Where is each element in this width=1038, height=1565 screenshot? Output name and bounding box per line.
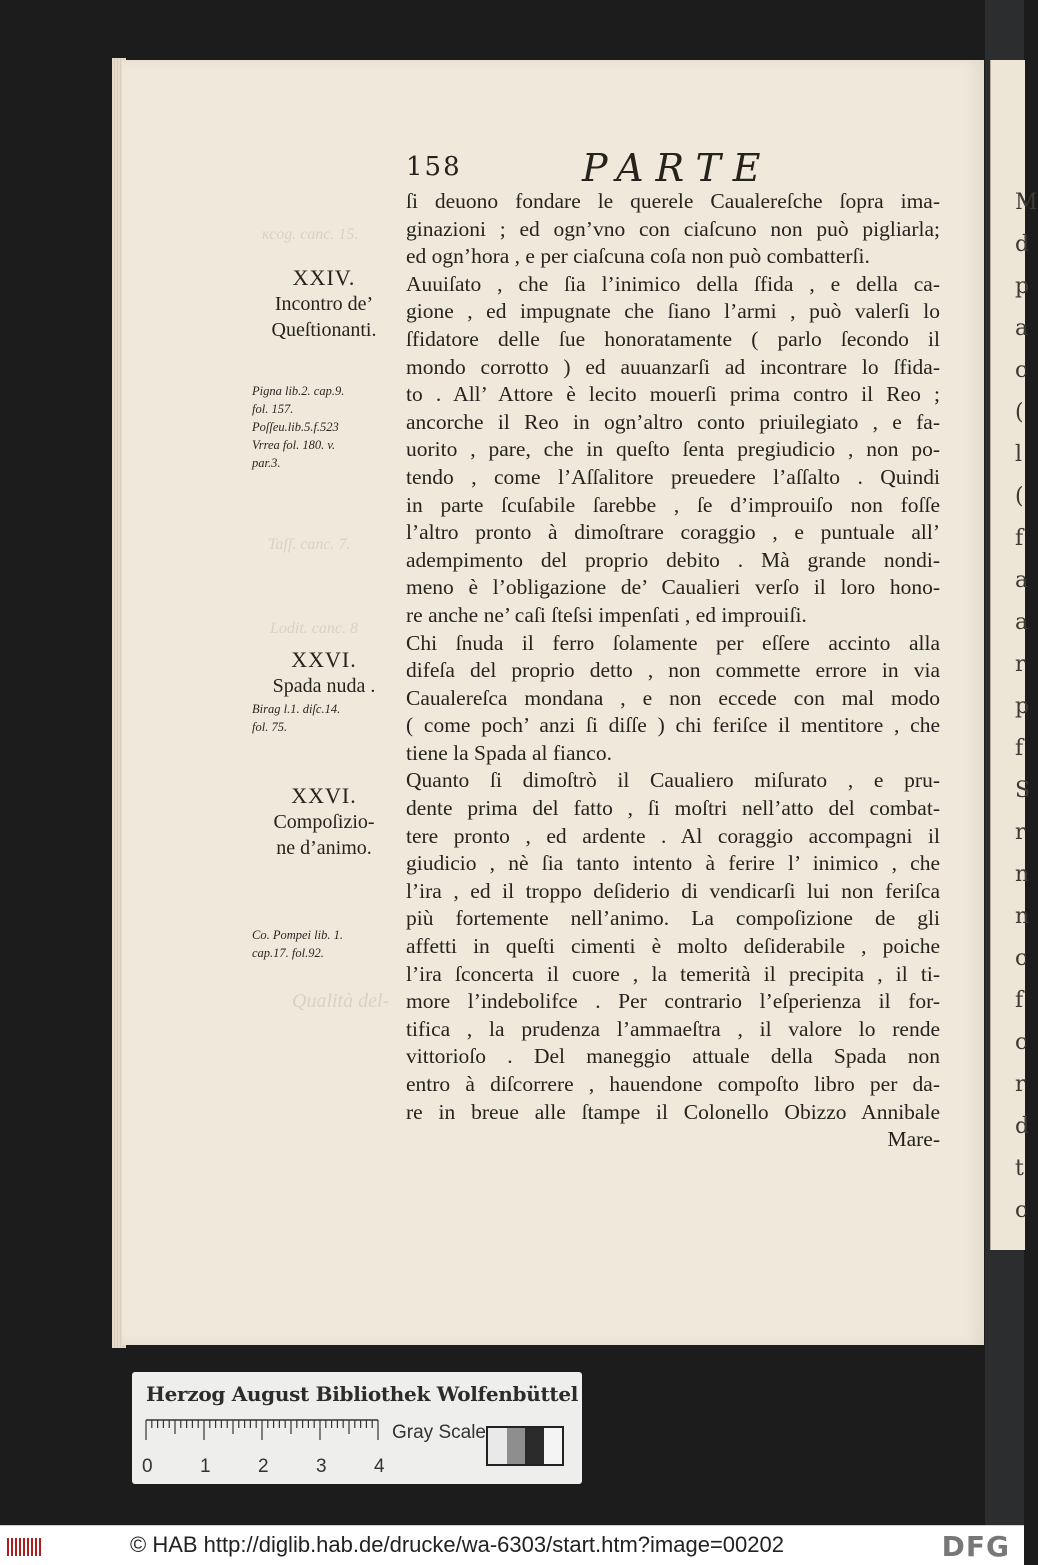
text-line: vittorioſo . Del maneggio attuale della Spada non [406,1044,940,1069]
gray-patch-mid [507,1428,526,1464]
text-line: tifica , la prudenza l’ammaeſtra , il valore lo rende [406,1016,940,1041]
citation-line: Birag l.1. diſc.14. [252,702,341,716]
facing-page-letter: r [1015,652,1026,677]
facing-page-letter: c [1015,1198,1028,1223]
citation-line: Co. Pompei lib. 1. [252,928,343,942]
text-line: entro à diſcorrere , hauendone compoſto libro per da- [406,1072,940,1096]
dfg-logo: DFG [941,1530,1010,1563]
text-line: to . All’ Attore è lecito mouerſi prima contro il Reo ; [406,382,940,407]
library-name: Herzog August Bibliothek Wolfenbüttel [146,1382,579,1406]
text-line: ancorche il Reo in ogn’altro conto priuilegiato , e fa- [406,409,940,434]
text-line: Quanto ſi dimoſtrò il Caualiero miſurato , e pru- [406,768,940,793]
facing-page-letter: c [1015,358,1028,383]
margin-note-xxiv [244,264,404,343]
facing-page-letter: d [1015,1114,1030,1139]
show-through-text: Lodit. canc. 8 [270,620,358,637]
main-text-column [406,188,940,1154]
gray-patch-white [544,1428,563,1464]
facing-page-letter: r [1015,820,1026,845]
citation-line: Pigna lib.2. cap.9. [252,384,345,398]
text-line: in parte ſcuſabile ſarebbe , ſe d’improuiſo non foſſe [406,492,940,517]
citation-line: cap.17. fol.92. [252,946,324,960]
text-line: uorito , pare, che in queſto ſenta pregiudicio , non po- [406,437,940,462]
margin-citation [252,700,408,736]
text-line: l’ira , ed il troppo deſiderio di vendicarſi lui non feriſca [406,878,940,903]
gray-scale-patches [486,1426,564,1466]
facing-page-letter: t [1015,1156,1024,1181]
text-line: more l’indebolifce . Per contrario l’eſperienza il for- [406,989,940,1014]
page-number: 158 [406,152,462,182]
facing-page-letter: ( [1015,484,1024,509]
text-line: dente prima del fatto , ſi moſtri nell’atto del combat- [406,796,940,821]
margin-note-caption: Incontro de’ [274,293,374,315]
copyright-url[interactable]: © HAB http://diglib.hab.de/drucke/wa-6303/start.htm?image=00202 [130,1532,784,1557]
citation-line: Vrrea fol. 180. v. [252,438,336,452]
ruler-number: 3 [316,1456,327,1477]
margin-note-number: XXVI. [291,783,357,808]
text-line: l’altro pronto à dimoſtrare coraggio , e puntuale all’ [406,520,940,545]
margin-note-caption: Compoſizio- [273,811,375,833]
facing-page [990,60,1038,1250]
text-line: ſi deuono fondare le querele Caualereſche ſopra ima- [406,189,940,213]
facing-page-letter: p [1015,694,1030,719]
ruler-scale [142,1418,382,1458]
facing-page-letter: a [1015,568,1029,593]
show-through-text: ĸcog. canc. 15. [262,226,359,243]
margin-note-caption: Spada nuda . [272,675,376,697]
ruler-number: 0 [142,1456,153,1477]
citation-line: fol. 75. [252,720,288,734]
text-line: tiene la Spada al fianco. [406,740,612,765]
text-line: tere pronto , ed ardente . Al coraggio accompagni il [406,823,940,848]
facing-page-letter: n [1015,904,1030,929]
text-line: re in breue alle ſtampe il Colonello Obizzo Annibale [406,1099,940,1124]
text-line: Caualereſca mondana , e non eccede con mal modo [406,685,940,710]
facing-page-letter: M [1015,190,1038,215]
viewer-footer [0,1525,1024,1565]
text-line: mondo corrotto ) ed auuanzarſi ad incontrare lo ſfida- [406,354,940,379]
margin-note-number: XXIV. [292,265,356,290]
margin-citation [252,382,408,472]
citation-line: par.3. [252,456,281,470]
facing-page-letter: p [1015,274,1030,299]
text-line: meno è l’obligazione de’ Caualieri verſo il loro hono- [406,575,940,600]
show-through-text: Taſſ. canc. 7. [268,536,351,553]
text-line: l’ira ſconcerta il cuore , la temerità il precipita , il ti- [406,961,940,986]
margin-note-xxvi-composizione [244,782,404,861]
text-line: adempimento del proprio debito . Mà grande nondi- [406,547,940,572]
facing-page-letter: d [1015,232,1030,257]
text-line: Auuiſato , che ſia l’inimico della ſfida , e della ca- [406,271,940,296]
margin-note-number: XXVI. [291,647,357,672]
text-line: Chi ſnuda il ferro ſolamente per eſſere accinto alla [406,630,940,655]
hab-logo-icon [6,1536,46,1558]
show-through-text: Qualità del- [292,990,390,1012]
citation-line: fol. 157. [252,402,294,416]
ruler-number: 2 [258,1456,269,1477]
gray-patch-light [488,1428,507,1464]
facing-page-letter: a [1015,316,1029,341]
facing-page-letter: c [1015,1030,1028,1055]
text-line: ſfidatore delle ſue honoratamente ( parlo ſecondo il [406,326,940,351]
text-line: giudicio , nè ſia tanto intento à ferire l’ inimico , che [406,851,940,876]
text-line: ( come poch’ anzi ſi diſſe ) chi feriſce il mentitore , che [406,713,940,738]
gray-scale-label: Gray Scale [392,1422,486,1443]
text-line: Mare- [887,1127,940,1152]
facing-page-letter: S [1015,778,1031,803]
margin-note-xxvi-spada [244,646,404,699]
citation-line: Poſſeu.lib.5.f.523 [252,420,339,434]
text-line: ginazioni ; ed ogn’vno con ciaſcuno non può pigliarla; [406,216,940,241]
facing-page-letter: a [1015,610,1029,635]
margin-citation [252,926,408,962]
text-line: re anche ne’ caſi ſteſsi impenſati , ed improuiſi. [406,602,807,627]
text-line: più fortemente nell’animo. La compoſizione de gli [406,906,940,931]
gray-patch-dark [525,1428,544,1464]
facing-page-letter: ( [1015,400,1024,425]
facing-page-letter: r [1015,1072,1026,1097]
text-line: difeſa del proprio detto , non commette errore in via [406,658,940,683]
ruler-number: 1 [200,1456,211,1477]
text-line: tendo , come l’Aſſalitore preuedere l’aſſalto . Quindi [406,464,940,489]
facing-page-letter: f [1015,736,1024,761]
facing-page-letter: c [1015,946,1028,971]
facing-page-letter: f [1015,988,1024,1013]
ruler-number: 4 [374,1456,385,1477]
margin-note-caption: Queſtionanti. [271,319,377,341]
facing-page-letter: f [1015,526,1024,551]
margin-note-caption: ne d’animo. [276,837,372,859]
facing-page-letter: n [1015,862,1030,887]
text-line: ed ogn’hora , e per ciaſcuna coſa non può combatterſi. [406,244,870,269]
text-line: gione , ed impugnate che ſiano l’armi , può valerſi lo [406,299,940,324]
text-line: affetti in queſti cimenti è molto deſiderabile , poiche [406,934,940,959]
library-color-card [132,1372,582,1484]
running-title: PARTE [582,146,773,190]
facing-page-letter: l [1015,442,1023,467]
